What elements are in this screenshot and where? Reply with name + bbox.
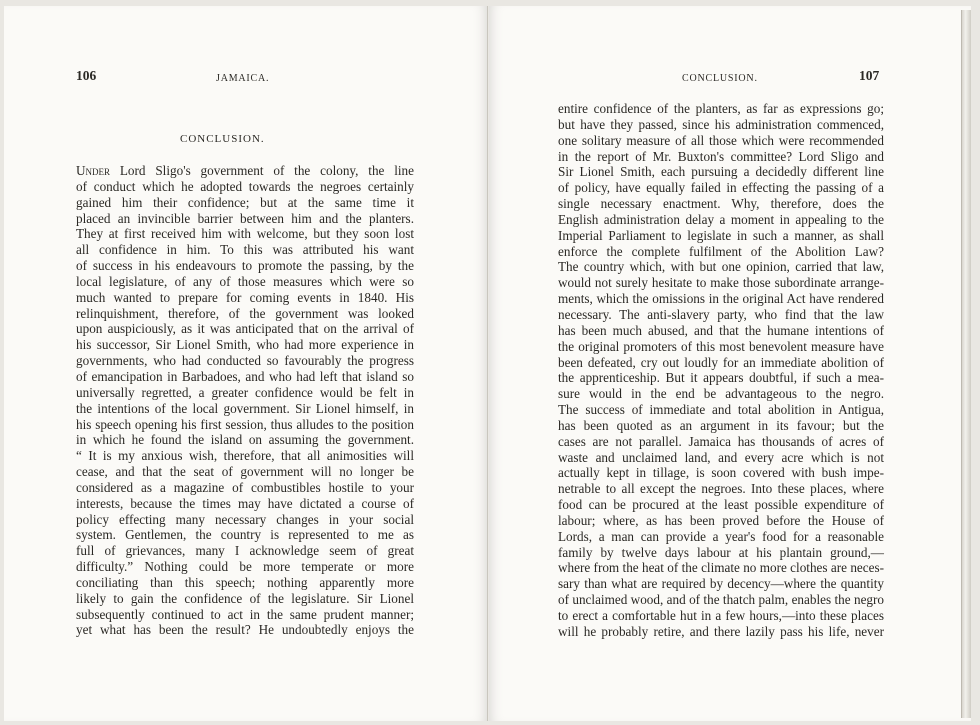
text-line: netrable to all except the negroes. Into these places, where: [558, 481, 884, 497]
text-line: The country which, with but one opinion, carried that law,: [558, 259, 884, 275]
text-line: much wanted to prepare for coming events in 1840. His: [76, 289, 414, 305]
text-line: cases are not parallel. Jamaica has thousands of acres of: [558, 433, 884, 449]
text-line: Lords, a man can provide a year's food for a reasonable: [558, 528, 884, 544]
text-line: upon auspiciously, as it was anticipated that on the arrival of: [76, 321, 414, 337]
text-line: the original promoters of this most benevolent measure have: [558, 338, 884, 354]
text-line: entire confidence of the planters, as far as expressions go;: [558, 101, 884, 116]
text-line: “ It is my anxious wish, therefore, that all animosities will: [76, 448, 414, 464]
text-line: food can be procured at the least possible expenditure of: [558, 497, 884, 513]
text-line: Under Lord Sligo's government of the colony, the line: [76, 163, 415, 178]
text-line: sure would in the end be advantageous to the negro.: [558, 386, 884, 402]
text-line: local legislature, of any of those measures which were so: [76, 273, 414, 289]
text-line: single necessary enactment. Why, therefore, does the: [558, 196, 884, 212]
text-line: of emancipation in Barbadoes, and who had left that island so: [76, 368, 414, 384]
running-head-left: JAMAICA.: [216, 73, 270, 84]
text-line: gained him their confidence; but at the same time it: [76, 194, 414, 210]
text-line: his speech opening his first session, thus alludes to the position: [76, 416, 414, 432]
text-line: full of grievances, many I acknowledge seem of great: [76, 543, 414, 559]
text-line: the intentions of the local government. Sir Lionel himself, in: [76, 400, 414, 416]
text-line: of success in his endeavours to promote the passing, by the: [76, 258, 414, 274]
text-line: policy effecting many necessary changes in your social: [76, 511, 414, 527]
text-line: all confidence in him. To this was attributed his want: [76, 242, 414, 258]
text-line: of unclaimed wood, and of the thatch palm, enables the negro: [558, 592, 884, 608]
text-line: system. Gentlemen, the country is represented to me as: [76, 527, 414, 543]
text-line: The success of immediate and total abolition in Antigua,: [558, 402, 884, 418]
text-line: been defeated, cry out loudly for an immediate abolition of: [558, 354, 884, 370]
text-line: English administration delay a moment in appealing to the: [558, 211, 884, 227]
text-line: universally regretted, a greater confidence would be felt in: [76, 384, 414, 400]
text-line: enforce the complete fulfilment of the Abolition Law?: [558, 243, 884, 259]
text-line: difficulty.” Nothing could be more temperate or more: [76, 559, 414, 575]
text-line: has been much abused, and that the humane intentions of: [558, 322, 884, 338]
right-page-text: [558, 101, 884, 640]
section-title: CONCLUSION.: [180, 133, 265, 145]
text-line: would not surely hesitate to make those subordinate arrange-: [558, 275, 884, 291]
left-page: [4, 6, 488, 721]
text-line: ments, which the omissions in the original Act have rendered: [558, 291, 884, 307]
left-page-text: [76, 163, 414, 638]
text-line: Imperial Parliament to legislate in such a manner, as shall: [558, 227, 884, 243]
text-line: to erect a comfortable hut in a few hours,—into these places: [558, 608, 884, 623]
text-line: labour; where, as has been proved before the House of: [558, 512, 884, 528]
text-line: yet what has been the result? He undoubtedly enjoys the: [76, 622, 414, 638]
right-page: [489, 6, 971, 721]
text-line: in the report of Mr. Buxton's committee? Lord Sligo and: [558, 148, 884, 164]
text-line: subsequently continued to act in the same prudent manner;: [76, 606, 414, 622]
text-line: Sir Lionel Smith, each pursuing a decidedly different line: [558, 164, 884, 180]
text-line: placed an invincible barrier between him and the planters.: [76, 210, 414, 226]
text-line: cease, and that the seat of government will no longer be: [76, 464, 414, 480]
page-number-right: 107: [859, 68, 880, 83]
text-line: interests, because the times may have dictated a course of: [76, 495, 414, 511]
text-line: waste and unclaimed land, and every acre which is not: [558, 449, 884, 465]
text-line: of conduct which he adopted towards the negroes certainly: [76, 178, 414, 194]
running-head-right: CONCLUSION.: [682, 73, 758, 84]
text-line: of policy, have equally failed in effecting the passing of a: [558, 180, 884, 196]
text-line: one solitary measure of all those which were recommended: [558, 132, 884, 148]
text-line: likely to gain the confidence of the legislature. Sir Lionel: [76, 590, 414, 606]
text-line: but have they passed, since his administration commenced,: [558, 116, 884, 132]
text-line: where from the heat of the climate no more clothes are neces-: [558, 560, 884, 576]
text-line: governments, who had conducted so favourably the progress: [76, 353, 414, 369]
text-line: conciliating than this speech; nothing apparently more: [76, 574, 414, 590]
text-line: has been quoted as an argument in its favour; but the: [558, 417, 884, 433]
text-line: his successor, Sir Lionel Smith, who had more experience in: [76, 337, 414, 353]
text-line: considered as a magazine of combustibles hostile to your: [76, 479, 414, 495]
text-line: necessary. The anti-slavery party, who find that the law: [558, 306, 884, 322]
text-line: the apprenticeship. But it appears doubtful, if such a mea-: [558, 370, 884, 386]
text-line: sary than what are required by decency—where the quantity: [558, 576, 884, 592]
page-edge: [961, 10, 971, 718]
text-line: actually kept in tillage, is soon covered with bush impe-: [558, 465, 884, 481]
text-line: They at first received him with welcome, but they soon lost: [76, 226, 414, 242]
page-number-left: 106: [76, 68, 97, 83]
text-line: in which he found the island on assuming the government.: [76, 432, 414, 448]
text-line: relinquishment, therefore, of the government was looked: [76, 305, 414, 321]
opening-word: Under: [76, 163, 111, 178]
text-line: family by twelve days labour at his plantain ground,—: [558, 544, 884, 560]
text-line: will he probably retire, and there lazily pass his life, never: [558, 623, 884, 639]
